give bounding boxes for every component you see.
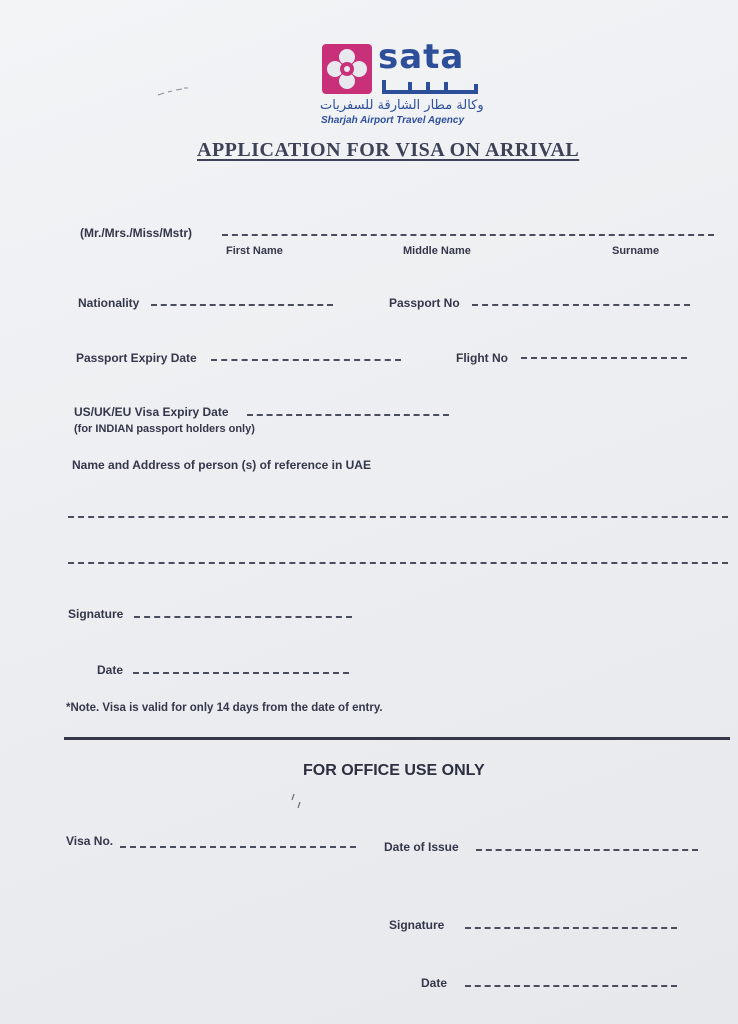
passport-no-field[interactable]: [472, 304, 690, 306]
visa-expiry-note: (for INDIAN passport holders only): [74, 423, 255, 435]
office-date-field[interactable]: [465, 985, 677, 987]
logo: [322, 44, 372, 99]
first-name-caption: First Name: [226, 245, 283, 257]
form-title: APPLICATION FOR VISA ON ARRIVAL: [197, 139, 580, 161]
middle-name-caption: Middle Name: [403, 245, 471, 257]
applicant-date-field[interactable]: [133, 672, 349, 674]
nationality-field[interactable]: [151, 304, 333, 306]
passport-expiry-label: Passport Expiry Date: [76, 351, 197, 365]
surname-caption: Surname: [612, 245, 660, 257]
paper-mark: [290, 792, 310, 810]
visa-no-field[interactable]: [120, 846, 356, 848]
nationality-label: Nationality: [78, 296, 140, 310]
logo-english-name: Sharjah Airport Travel Agency: [321, 115, 465, 126]
passport-no-label: Passport No: [389, 296, 460, 310]
logo-arabic-wordmark: [380, 76, 480, 96]
applicant-date-label: Date: [97, 663, 124, 677]
flower-logo-icon: [322, 44, 372, 94]
flight-no-field[interactable]: [521, 357, 687, 359]
passport-expiry-field[interactable]: [211, 359, 401, 361]
visa-no-label: Visa No.: [66, 834, 114, 848]
reference-line-1-field[interactable]: [68, 516, 728, 518]
office-signature-field[interactable]: [465, 927, 677, 929]
visa-expiry-field[interactable]: [247, 414, 449, 416]
office-date-label: Date: [421, 976, 448, 990]
full-name-field[interactable]: [222, 234, 714, 236]
applicant-signature-label: Signature: [68, 607, 124, 621]
section-divider: [64, 737, 730, 740]
applicant-signature-field[interactable]: [134, 616, 352, 618]
office-signature-label: Signature: [389, 918, 445, 932]
flight-no-label: Flight No: [456, 351, 508, 365]
paper-specks: [156, 84, 190, 94]
date-of-issue-label: Date of Issue: [384, 840, 459, 854]
salutation-label: (Mr./Mrs./Miss/Mstr): [80, 226, 193, 240]
reference-label: Name and Address of person (s) of reference in UAE: [72, 458, 371, 472]
logo-wordmark: sata: [378, 37, 465, 77]
reference-line-2-field[interactable]: [68, 562, 728, 564]
validity-note: *Note. Visa is valid for only 14 days from the date of entry.: [66, 702, 383, 714]
date-of-issue-field[interactable]: [476, 849, 698, 851]
office-use-heading: FOR OFFICE USE ONLY: [303, 762, 485, 779]
logo-arabic-name: وكالة مطار الشارقة للسفريات: [320, 98, 484, 113]
visa-expiry-label: US/UK/EU Visa Expiry Date: [74, 405, 229, 419]
